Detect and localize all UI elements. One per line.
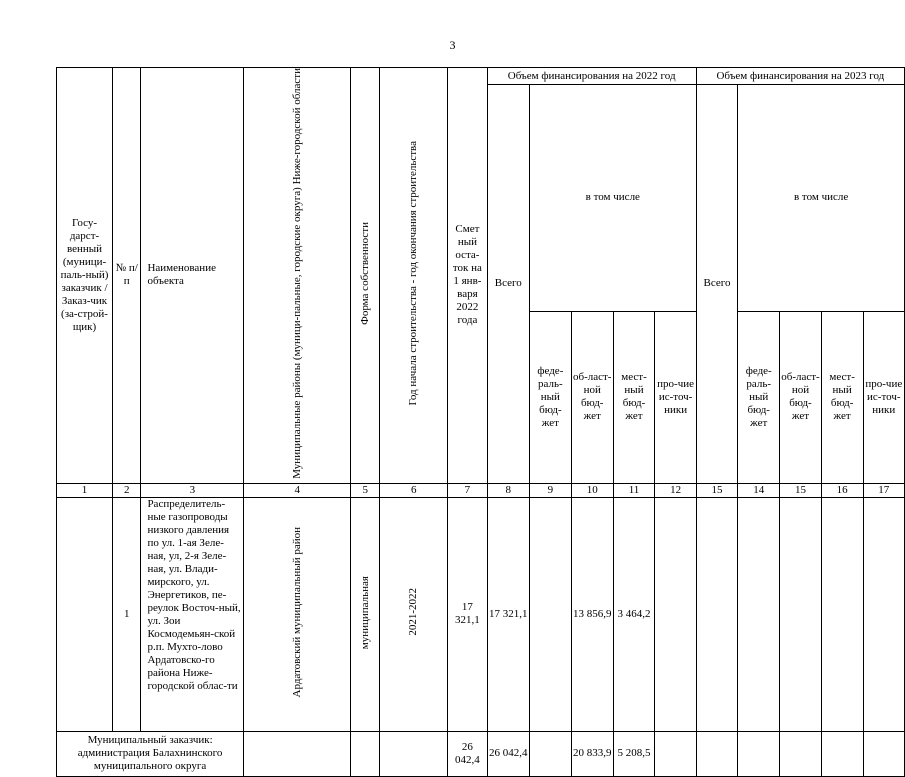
header-customer: Госу-дарст-венный (муници-паль-ный) заказчик / Заказ-чик (за-строй-щик) bbox=[57, 68, 113, 484]
header-estimate: Смет ный оста-ток на 1 янв-варя 2022 года bbox=[448, 68, 487, 484]
header-incl-2023: в том числе bbox=[738, 85, 905, 312]
row1-federal-2023 bbox=[738, 497, 780, 731]
total-row-other-2022 bbox=[655, 731, 696, 776]
header-local-2023: мест-ный бюд-жет bbox=[821, 311, 863, 483]
col-number: 9 bbox=[529, 483, 571, 497]
header-federal-2022: феде-раль-ный бюд-жет bbox=[529, 311, 571, 483]
col-number: 4 bbox=[244, 483, 351, 497]
header-fin-2022: Объем финансирования на 2022 год bbox=[487, 68, 696, 85]
col-number: 11 bbox=[613, 483, 655, 497]
row1-no: 1 bbox=[113, 497, 141, 731]
row1-years bbox=[380, 497, 448, 731]
total-row-label: Муниципальный заказчик: администрация Балахнинского муниципального округа bbox=[57, 731, 244, 776]
row1-federal-2022 bbox=[529, 497, 571, 731]
total-row-empty bbox=[380, 731, 448, 776]
header-local-2022: мест-ный бюд-жет bbox=[613, 311, 655, 483]
header-other-2022: про-чие ис-точ-ники bbox=[655, 311, 696, 483]
row1-local-2022: 3 464,2 bbox=[613, 497, 655, 731]
col-number: 5 bbox=[351, 483, 380, 497]
total-row-local-2022: 5 208,5 bbox=[613, 731, 655, 776]
row1-ownership-text: муниципальная bbox=[358, 575, 371, 649]
header-years bbox=[380, 68, 448, 484]
header-regional-2023: об-ласт-ной бюд-жет bbox=[780, 311, 821, 483]
header-other-2023: про-чие ис-точ-ники bbox=[863, 311, 904, 483]
col-number: 12 bbox=[655, 483, 696, 497]
row1-estimate: 17 321,1 bbox=[448, 497, 487, 731]
total-row-empty bbox=[351, 731, 380, 776]
header-incl-2022: в том числе bbox=[529, 85, 696, 312]
total-row-other-2023 bbox=[863, 731, 904, 776]
col-number: 16 bbox=[821, 483, 863, 497]
row1-regional-2023 bbox=[780, 497, 821, 731]
row1-other-2023 bbox=[863, 497, 904, 731]
col-number: 15 bbox=[780, 483, 821, 497]
header-fin-2023: Объем финансирования на 2023 год bbox=[696, 68, 904, 85]
financing-table bbox=[56, 67, 905, 777]
row1-object-name: Распределитель-ные газопроводы низкого давления по ул. 1-ая Зеле-ная, ул, 2-я Зеле-ная, ул. Влади-мирского, ул. Энергетиков, пе-реулок Восточ-ный, ул. Зои Космодемьян-ской р.п. Мухто-лово Ардатовско-го района Ниже-городской облас-ти bbox=[141, 497, 244, 731]
col-number: 3 bbox=[141, 483, 244, 497]
col-number: 14 bbox=[738, 483, 780, 497]
header-ownership-text: Форма собственности bbox=[358, 221, 371, 325]
row1-ownership bbox=[351, 497, 380, 731]
row1-local-2023 bbox=[821, 497, 863, 731]
row1-other-2022 bbox=[655, 497, 696, 731]
total-row-federal-2022 bbox=[529, 731, 571, 776]
total-row-total-2022: 26 042,4 bbox=[487, 731, 529, 776]
col-number: 7 bbox=[448, 483, 487, 497]
total-row-total-2023 bbox=[696, 731, 737, 776]
header-no: № п/п bbox=[113, 68, 141, 484]
header-object-name: Наименование объекта bbox=[141, 68, 244, 484]
header-years-text: Год начала строительства - год окончания строительства bbox=[407, 141, 420, 406]
row1-regional-2022: 13 856,9 bbox=[571, 497, 613, 731]
row1-years-text: 2021-2022 bbox=[407, 588, 420, 637]
total-row-regional-2023 bbox=[780, 731, 821, 776]
total-row-empty bbox=[244, 731, 351, 776]
header-federal-2023: феде-раль-ный бюд-жет bbox=[738, 311, 780, 483]
col-number: 17 bbox=[863, 483, 904, 497]
row1-total-2022: 17 321,1 bbox=[487, 497, 529, 731]
header-total-2023: Всего bbox=[696, 85, 737, 484]
col-number: 1 bbox=[57, 483, 113, 497]
header-districts-text: Муниципальные районы (муници-пальные, городские округа) Ниже-городской области bbox=[290, 68, 303, 479]
row1-district bbox=[244, 497, 351, 731]
total-row-regional-2022: 20 833,9 bbox=[571, 731, 613, 776]
col-number: 10 bbox=[571, 483, 613, 497]
col-number: 2 bbox=[113, 483, 141, 497]
total-row-estimate: 26 042,4 bbox=[448, 731, 487, 776]
header-ownership bbox=[351, 68, 380, 484]
row1-total-2023 bbox=[696, 497, 737, 731]
header-total-2022: Всего bbox=[487, 85, 529, 484]
row1-customer bbox=[57, 497, 113, 731]
total-row-local-2023 bbox=[821, 731, 863, 776]
col-number: 8 bbox=[487, 483, 529, 497]
page-number: 3 bbox=[449, 38, 456, 52]
header-districts bbox=[244, 68, 351, 484]
col-number: 15 bbox=[696, 483, 737, 497]
total-row-federal-2023 bbox=[738, 731, 780, 776]
col-number: 6 bbox=[380, 483, 448, 497]
header-regional-2022: об-ласт-ной бюд-жет bbox=[571, 311, 613, 483]
row1-district-text: Ардатовский муниципальный район bbox=[290, 526, 303, 698]
